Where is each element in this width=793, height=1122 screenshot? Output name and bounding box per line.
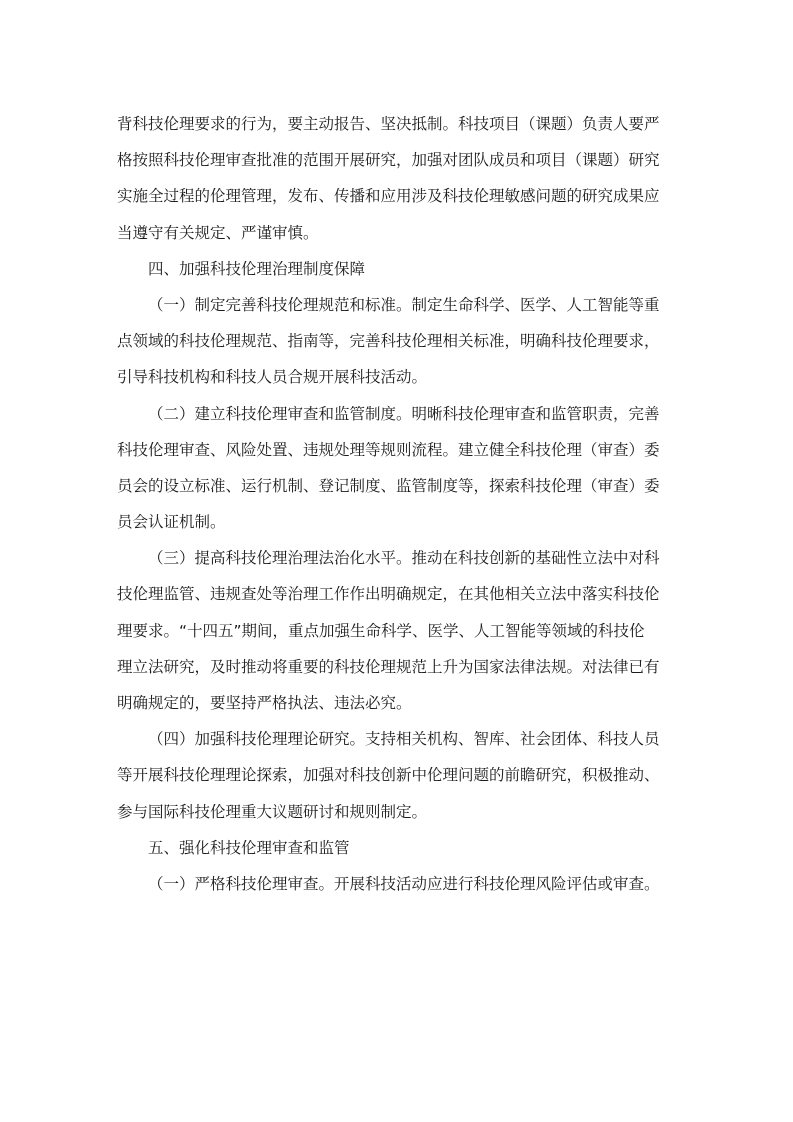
text-line: 理立法研究，及时推动将重要的科技伦理规范上升为国家法律法规。对法律已有 [117,657,660,676]
paragraph-first-line: （一）严格科技伦理审查。开展科技活动应进行科技伦理风险评估或审查。 [148,874,660,893]
text-line: 明确规定的，要坚持严格执法、违法必究。 [117,694,412,712]
paragraph-first-line: （二）建立科技伦理审查和监管制度。明晰科技伦理审查和监管职责，完善 [148,404,660,423]
text-line: 员会的设立标准、运行机制、登记制度、监管制度等，探索科技伦理（审查）委 [117,476,660,495]
paragraph-first-line: （四）加强科技伦理理论研究。支持相关机构、智库、社会团体、科技人员 [148,730,660,749]
section-heading: 四、加强科技伦理治理制度保障 [148,259,366,278]
text-line: 等开展科技伦理理论探索，加强对科技创新中伦理问题的前瞻研究，积极推动、 [117,766,660,785]
text-line: 理要求。“十四五”期间，重点加强生命科学、医学、人工智能等领域的科技伦 [117,621,645,640]
text-line: 技伦理监管、违规查处等治理工作作出明确规定，在其他相关立法中落实科技伦 [117,585,660,604]
text-line: 员会认证机制。 [117,513,226,532]
document-body [117,106,673,902]
text-line: 点领域的科技伦理规范、指南等，完善科技伦理相关标准，明确科技伦理要求， [117,332,660,351]
text-line: 背科技伦理要求的行为，要主动报告、坚决抵制。科技项目（课题）负责人要严 [117,115,660,133]
text-line: 格按照科技伦理审查批准的范围开展研究，加强对团队成员和项目（课题）研究 [117,151,660,170]
text-line: 当遵守有关规定、严谨审慎。 [117,223,319,242]
paragraph-first-line: （三）提高科技伦理治理法治化水平。推动在科技创新的基础性立法中对科 [148,549,660,568]
text-line: 参与国际科技伦理重大议题研讨和规则制定。 [117,802,428,821]
text-line: 实施全过程的伦理管理，发布、传播和应用涉及科技伦理敏感问题的研究成果应 [117,187,660,206]
paragraph-first-line: （一）制定完善科技伦理规范和标准。制定生命科学、医学、人工智能等重 [148,295,660,314]
text-line: 科技伦理审查、风险处置、违规处理等规则流程。建立健全科技伦理（审查）委 [117,440,660,459]
section-heading: 五、强化科技伦理审查和监管 [148,838,350,857]
text-line: 引导科技机构和科技人员合规开展科技活动。 [117,368,428,387]
